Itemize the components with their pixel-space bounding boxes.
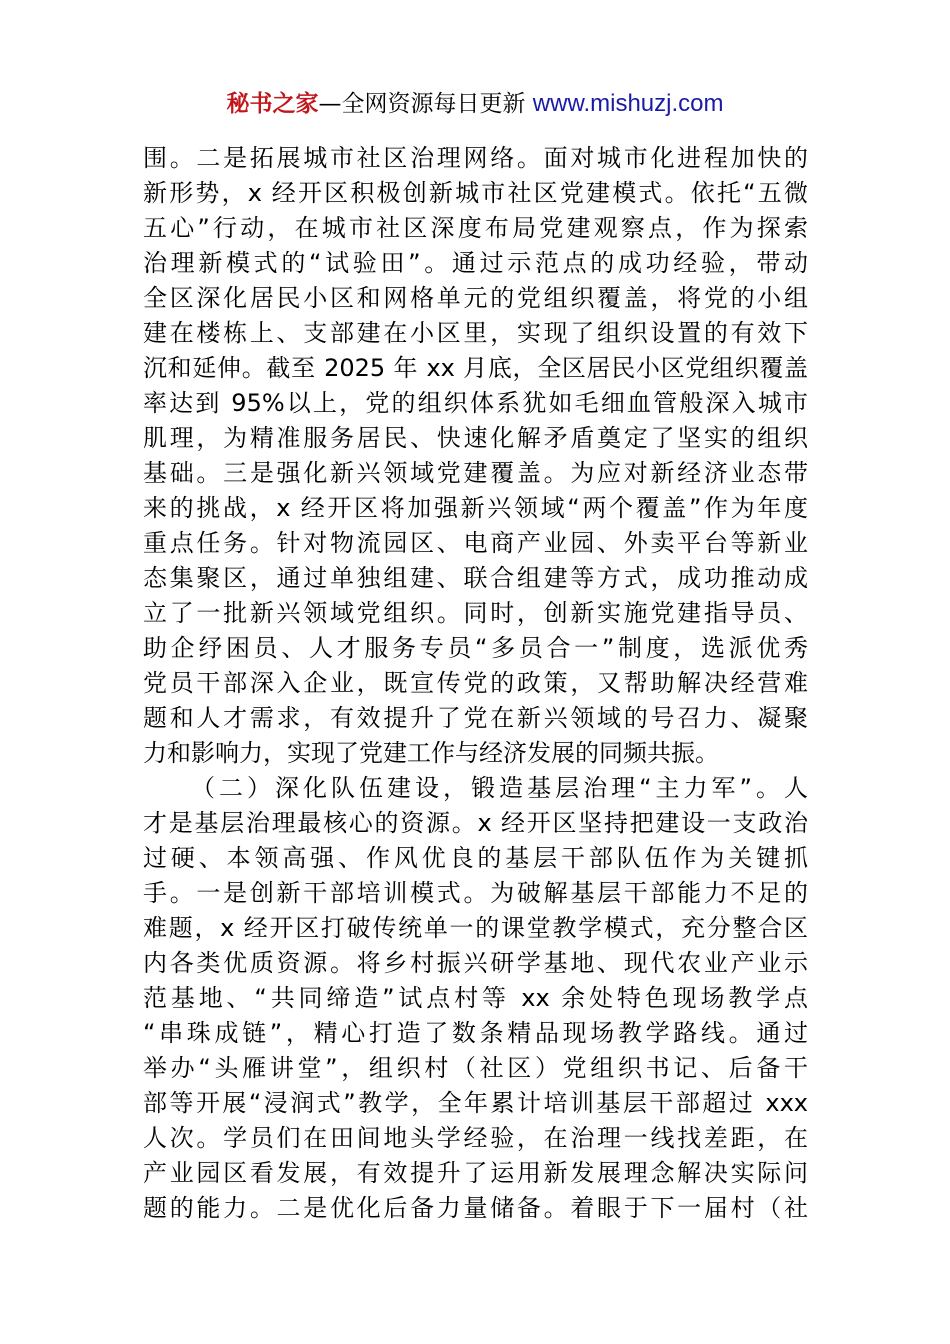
header-tagline: —全网资源每日更新 [318, 91, 533, 117]
text-line: “串珠成链”，精心打造了数条精品现场教学路线。通过 [143, 1019, 808, 1047]
text-line: 全区深化居民小区和网格单元的党组织覆盖，将党的小组 [143, 284, 808, 312]
text-line: 举办“头雁讲堂”，组织村（社区）党组织书记、后备干 [143, 1054, 808, 1082]
text-line: 率达到 95%以上，党的组织体系犹如毛细血管般深入城市 [143, 389, 808, 417]
site-url-link[interactable]: www.mishuzj.com [532, 90, 724, 117]
site-header [0, 88, 950, 120]
text-line: 才是基层治理最核心的资源。x 经开区坚持把建设一支政治 [143, 809, 808, 837]
text-line: 基础。三是强化新兴领域党建覆盖。为应对新经济业态带 [143, 459, 808, 487]
text-line: 重点任务。针对物流园区、电商产业园、外卖平台等新业 [143, 529, 808, 557]
site-brand: 秘书之家 [226, 91, 319, 117]
text-line: 建在楼栋上、支部建在小区里，实现了组织设置的有效下 [143, 319, 808, 347]
text-line: 助企纾困员、人才服务专员“多员合一”制度，选派优秀 [143, 634, 808, 662]
text-line: 党员干部深入企业，既宣传党的政策，又帮助解决经营难 [143, 669, 808, 697]
text-line: 力和影响力，实现了党建工作与经济发展的同频共振。 [143, 739, 719, 767]
text-line: 内各类优质资源。将乡村振兴研学基地、现代农业产业示 [143, 949, 808, 977]
text-line: 治理新模式的“试验田”。通过示范点的成功经验，带动 [143, 249, 808, 277]
text-line: 难题，x 经开区打破传统单一的课堂教学模式，充分整合区 [143, 914, 808, 942]
text-line: 新形势，x 经开区积极创新城市社区党建模式。依托“五微 [143, 179, 808, 207]
text-line: 产业园区看发展，有效提升了运用新发展理念解决实际问 [143, 1159, 808, 1187]
section-heading-line: （二）深化队伍建设，锻造基层治理“主力军”。人 [191, 774, 808, 802]
text-line: 部等开展“浸润式”教学，全年累计培训基层干部超过 xxx [143, 1089, 808, 1117]
text-line: 题和人才需求，有效提升了党在新兴领域的号召力、凝聚 [143, 704, 808, 732]
text-line: 范基地、“共同缔造”试点村等 xx 余处特色现场教学点 [143, 984, 808, 1012]
text-line: 人次。学员们在田间地头学经验，在治理一线找差距，在 [143, 1124, 808, 1152]
text-line: 五心”行动，在城市社区深度布局党建观察点，作为探索 [143, 214, 808, 242]
text-line: 手。一是创新干部培训模式。为破解基层干部能力不足的 [143, 879, 808, 907]
text-line: 题的能力。二是优化后备力量储备。着眼于下一届村（社 [143, 1194, 808, 1222]
text-line: 态集聚区，通过单独组建、联合组建等方式，成功推动成 [143, 564, 808, 592]
text-line: 立了一批新兴领域党组织。同时，创新实施党建指导员、 [143, 599, 808, 627]
text-line: 围。二是拓展城市社区治理网络。面对城市化进程加快的 [143, 144, 808, 172]
text-line: 沉和延伸。截至 2025 年 xx 月底，全区居民小区党组织覆盖 [143, 354, 808, 382]
text-line: 来的挑战，x 经开区将加强新兴领域“两个覆盖”作为年度 [143, 494, 808, 522]
text-line: 过硬、本领高强、作风优良的基层干部队伍作为关键抓 [143, 844, 808, 872]
text-line: 肌理，为精准服务居民、快速化解矛盾奠定了坚实的组织 [143, 424, 808, 452]
